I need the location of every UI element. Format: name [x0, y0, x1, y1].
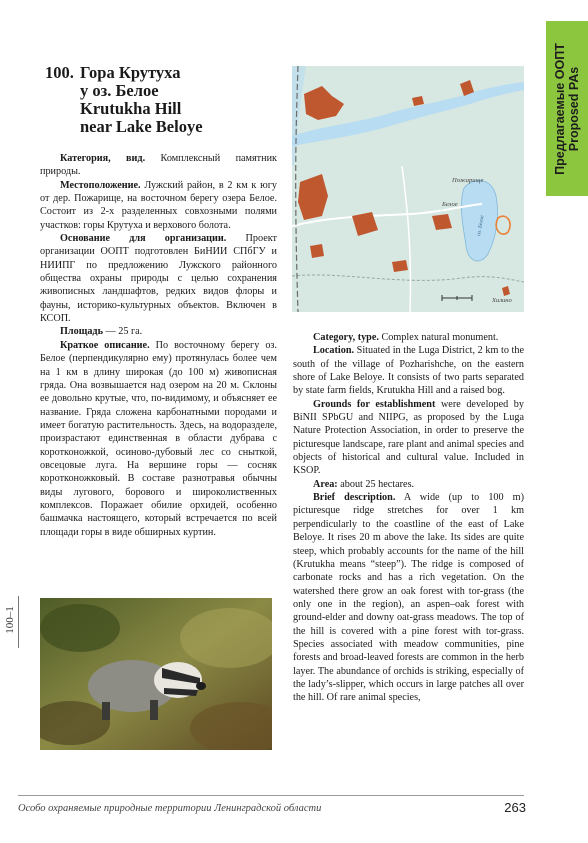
map-settlement-7: [310, 244, 324, 258]
photo-graphic: [40, 598, 272, 750]
ru-brief: Краткое описание. По восточному берегу оз. Белое (перпендикулярно ему) протянулась более чем на 1 км в длину широкая (до 100 м) живописная гряда. Она возвышается над озером на 20 м. Склоны ее довольно крутые, что, по-видимому, и объясняет ее название. Гряда сложена карбонатными породами и имеет богатую растительность. Здесь, на водоразделе, произрастают единственная в области дубрава с коротконожкой, осиново-дубовый лес со сныткой, овсецовые луга. На вершине горы — сосняк коротконожковый. В составе разнотравья обычны виды лугового, борового и широколиственных комплексов. Поражает обилие орхидей, особенно башмачка настоящего, который встречается по всей площади горы в виде обширных куртин.: [40, 339, 277, 538]
title-ru-line1: 100. Гора Крутуха: [45, 63, 181, 82]
map-settlement-8: [392, 260, 408, 272]
title-ru-line2: у оз. Белое: [80, 81, 159, 100]
ru-category: Категория, вид. Комплексный памятник природы.: [40, 153, 277, 178]
map-label-khilino: Хилино: [492, 297, 512, 304]
ru-grounds: Основание для организации. Проект организации ООПТ подготовлен БиНИИ СПбГУ и НИИПГ по предложению Лужского районного общества охраны природы с целью сохранения живописных ландшафтов, редких видов флоры и фауны, историко-культурных объектов. Включен в КСОП.: [40, 233, 277, 325]
section-tab-en: Proposed PAs: [567, 66, 582, 151]
en-brief: Brief description. A wide (up to 100 m) picturesque ridge stretches for over 1 km perpendicularly to the coastline of the east of Lake Beloye. It rises 20 m above the lake. Its sides are quite steep, which probably accounts for the name of the hill (Krutukha means “steep”). The ridge is composed of carbonate rocks and has a rich vegetation. On the watershed there grow an oak forest with tor-grass (the only one in the region), an aspen–oak forest with ground-elder and downy oat-grass meadows. The top of the hill is covered with a pine forest with tor-grass. Species associated with meadow communities, pine forests and broad-leaved forests are common in the herb layer. The abundance of orchids is striking, especially of the lady’s-slipper, which occurs in large patches all over the hill. Of rare animal species,: [293, 492, 524, 704]
russian-text-column: [40, 152, 277, 539]
footer-text: Особо охраняемые природные территории Ленинградской области: [18, 803, 322, 814]
ru-location: Местоположение. Лужский район, в 2 км к югу от дер. Пожарище, на восточном берегу озера Белое. Состоит из 2-х разделенных совхозными полями участков: горы Крутуха и верхового болота.: [40, 179, 277, 231]
ru-area: Площадь — 25 га.: [60, 326, 143, 338]
map-label-village: Пожарище: [452, 177, 484, 184]
en-grounds: Grounds for establishment were developed by BiNII SPbGU and NIIPG, as proposed by the Luga Nature Protection Association, in order to preserve the picturesque landscape, rare plant and animal species and objects of historical and cultural value. Included in KSOP.: [293, 398, 524, 477]
en-area: Area: about 25 hectares.: [313, 478, 415, 490]
footer-rule: [18, 795, 524, 796]
en-location: Location. Situated in the Luga District, 2 km to the south of the village of Pozharishche, on the eastern shore of Lake Beloye. It consists of two parts separated by state farm fields, Krutukha Hill and a raised bog.: [293, 345, 524, 397]
animal-photo: [40, 598, 272, 750]
page-number: 263: [504, 800, 526, 815]
map-label-beloye: Белое: [442, 201, 458, 208]
map-graphic: [292, 66, 524, 312]
section-tab-label: [546, 21, 588, 196]
title-en-line1: Krutukha Hill: [80, 99, 182, 118]
map-label-lake: оз. Белое: [476, 214, 486, 237]
section-tab-ru: Предлагаемые ООПТ: [553, 42, 568, 175]
entry-number: 100.: [45, 63, 74, 82]
english-text-column: [293, 331, 524, 705]
title-en-line2: near Lake Beloye: [80, 117, 203, 136]
side-code: 100–1: [4, 606, 16, 634]
entry-title: [45, 64, 285, 136]
en-category: Category, type. Complex natural monument.: [313, 332, 499, 343]
location-map: [292, 66, 524, 312]
